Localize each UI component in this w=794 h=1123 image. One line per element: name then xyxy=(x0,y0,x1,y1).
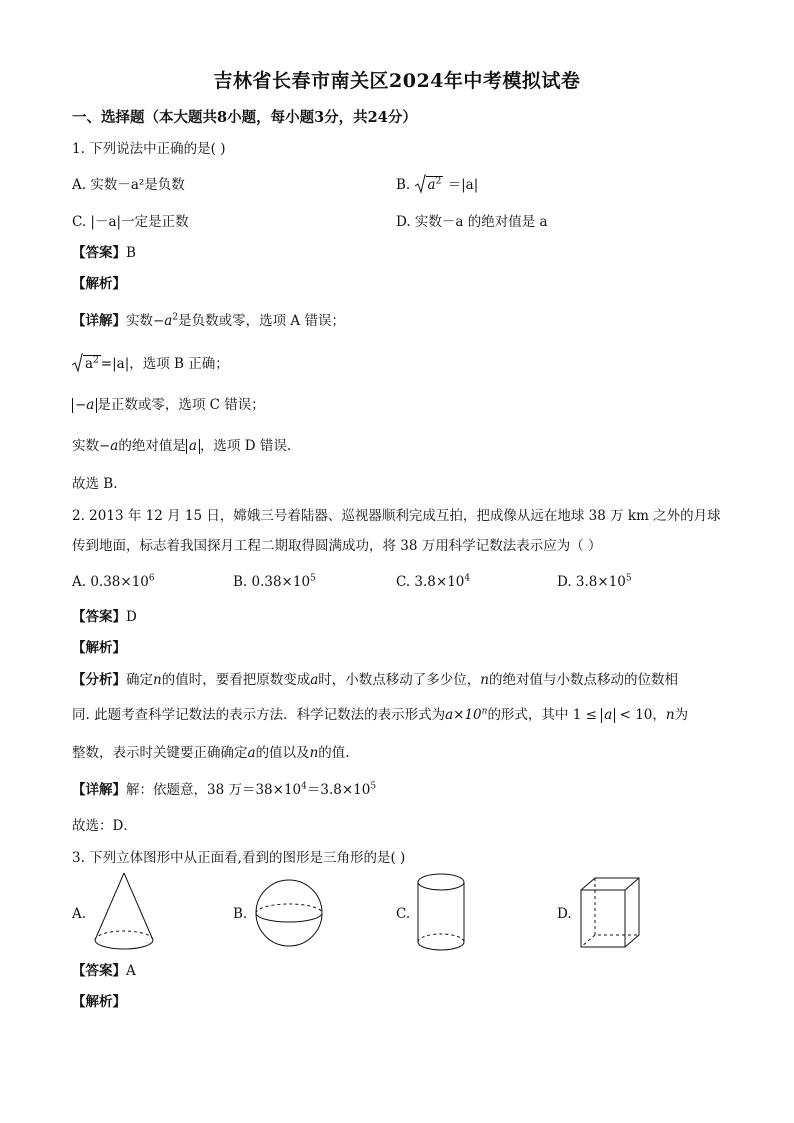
option-text: B. 0.38×10 xyxy=(233,574,311,590)
analysis-text: 确定 xyxy=(126,672,153,688)
analysis-text: 整数，表示时关键要正确确定 xyxy=(72,745,248,761)
answer-value: B xyxy=(126,245,136,261)
math-expression: 1 ≤ xyxy=(572,707,597,723)
math-var: a xyxy=(310,672,319,688)
radicand: a xyxy=(85,356,94,372)
math-var: n xyxy=(153,672,162,688)
q2-analysis-label xyxy=(72,639,126,657)
analysis-text: 时，小数点移动了多少位， xyxy=(318,672,481,688)
radical-sign-icon xyxy=(415,174,426,194)
detail-text: 是负数或零，选项 A 错误； xyxy=(178,313,345,329)
page-title: 吉林省长春市南关区2024年中考模拟试卷 xyxy=(213,70,581,92)
math-expression: a xyxy=(188,438,197,454)
answer-label: 【答案】 xyxy=(72,245,126,261)
q2-detail xyxy=(72,781,376,799)
q2-conclusion: 故选：D． xyxy=(72,818,137,834)
q2-fenxi-line2 xyxy=(72,706,688,724)
analysis-label: 【解析】 xyxy=(72,276,126,292)
q2-option-a xyxy=(72,573,155,591)
q1-answer xyxy=(72,244,136,262)
q1-conclusion: 故选 B. xyxy=(72,476,118,492)
math-var: a xyxy=(604,707,613,723)
analysis-text: 的值时，要看把原数变成 xyxy=(161,672,311,688)
q1-option-d: D. 实数－a 的绝对值是 a xyxy=(396,214,548,230)
answer-label: 【答案】 xyxy=(72,609,126,625)
q2-option-b xyxy=(233,573,316,591)
absolute-value xyxy=(601,708,615,723)
sphere-figure xyxy=(254,878,324,948)
fenxi-label: 【分析】 xyxy=(72,672,126,688)
answer-value: A xyxy=(126,963,136,979)
math-expression: −a xyxy=(75,397,95,413)
q3-option-b-label: B. xyxy=(233,906,248,922)
absolute-value xyxy=(186,439,200,454)
math-var: n xyxy=(309,745,319,761)
detail-text: 是正数或零，选项 C 错误； xyxy=(97,397,265,413)
sqrt-expression xyxy=(415,176,444,194)
analysis-text: 为 xyxy=(674,707,689,723)
analysis-text: 的值. xyxy=(318,745,350,761)
q1-detail-line4 xyxy=(72,437,291,455)
detail-text: =|a|，选项 B 正确； xyxy=(100,356,229,372)
detail-text: ＝3.8×10 xyxy=(306,782,371,798)
detail-text: 解：依题意，38 万＝38×10 xyxy=(126,782,302,798)
option-letter: B. xyxy=(396,177,411,193)
exponent: 5 xyxy=(370,781,377,792)
math-expression: a×10 xyxy=(445,707,482,723)
exponent: 2 xyxy=(172,312,179,323)
q1-detail-line1 xyxy=(72,312,345,330)
exponent: n xyxy=(481,706,488,717)
q1-detail-line3 xyxy=(72,396,265,414)
radicand: a xyxy=(427,177,436,193)
detail-text: 实数 xyxy=(126,313,153,329)
exponent: 4 xyxy=(464,573,471,584)
detail-label: 【详解】 xyxy=(72,313,126,329)
q1-option-a: A. 实数－a²是负数 xyxy=(72,177,185,193)
detail-text: ，选项 D 错误. xyxy=(199,438,292,454)
detail-text: 的绝对值是 xyxy=(118,438,186,454)
math-var: a xyxy=(247,745,256,761)
answer-value: D xyxy=(126,609,137,625)
exponent: 2 xyxy=(435,176,442,187)
q2-fenxi-line1 xyxy=(72,671,678,689)
q2-answer xyxy=(72,608,137,626)
math-expression: −a xyxy=(99,438,119,454)
q1-analysis-label xyxy=(72,275,126,293)
exponent: 4 xyxy=(301,781,307,792)
detail-label: 【详解】 xyxy=(72,782,126,798)
analysis-text: 的形式，其中 xyxy=(487,707,569,723)
q2-option-d xyxy=(557,573,632,591)
q1-option-b xyxy=(396,176,478,194)
q1-stem: 1. 下列说法中正确的是( ) xyxy=(72,141,226,157)
exponent: 5 xyxy=(625,573,632,584)
exponent: 2 xyxy=(93,355,99,366)
q2-stem-line2: 传到地面，标志着我国探月工程二期取得圆满成功，将 38 万用科学记数法表示应为（ ） xyxy=(72,538,602,554)
cylinder-figure xyxy=(416,872,466,954)
option-text: C. 3.8×10 xyxy=(396,574,465,590)
sqrt-expression xyxy=(72,355,101,373)
q3-answer xyxy=(72,962,136,980)
q3-option-d-label: D. xyxy=(557,906,572,922)
cone-figure xyxy=(92,870,156,956)
q3-stem: 3. 下列立体图形中从正面看,看到的图形是三角形的是( ) xyxy=(72,850,406,866)
detail-text: 实数 xyxy=(72,438,99,454)
absolute-value xyxy=(72,398,97,413)
cuboid-figure xyxy=(579,876,641,950)
option-text: D. 3.8×10 xyxy=(557,574,626,590)
math-expression: < 10 xyxy=(619,707,653,723)
section-heading: 一、选择题（本大题共8小题，每小题3分，共24分） xyxy=(72,109,417,126)
analysis-text: ， xyxy=(652,707,666,723)
analysis-text: 的绝对值与小数点移动的位数相 xyxy=(488,672,678,688)
math-var: n xyxy=(665,707,675,723)
exponent: 5 xyxy=(310,573,316,584)
answer-label: 【答案】 xyxy=(72,963,126,979)
analysis-label: 【解析】 xyxy=(72,994,126,1010)
math-expression: −a xyxy=(153,313,173,329)
option-text: A. 0.38×10 xyxy=(72,574,149,590)
analysis-text: 的值以及 xyxy=(255,745,310,761)
exponent: 6 xyxy=(148,573,155,584)
q1-option-c: C. |－a|一定是正数 xyxy=(72,214,189,230)
analysis-label: 【解析】 xyxy=(72,640,126,656)
q3-option-c-label: C. xyxy=(396,906,411,922)
analysis-text: 同. 此题考查科学记数法的表示方法．科学记数法的表示形式为 xyxy=(72,707,446,723)
q3-analysis-label xyxy=(72,993,126,1011)
q3-option-a-label: A. xyxy=(72,906,87,922)
math-var: n xyxy=(480,672,489,688)
q2-option-c xyxy=(396,573,470,591)
q2-stem-line1: 2. 2013 年 12 月 15 日，嫦娥三号着陆器、巡视器顺利完成互拍，把成像从远在地球 38 万 km 之外的月球 xyxy=(72,508,721,524)
option-b-rest: ＝|a| xyxy=(447,177,479,193)
q2-fenxi-line3 xyxy=(72,744,350,762)
q1-detail-line2 xyxy=(72,355,229,373)
radical-sign-icon xyxy=(72,353,83,373)
